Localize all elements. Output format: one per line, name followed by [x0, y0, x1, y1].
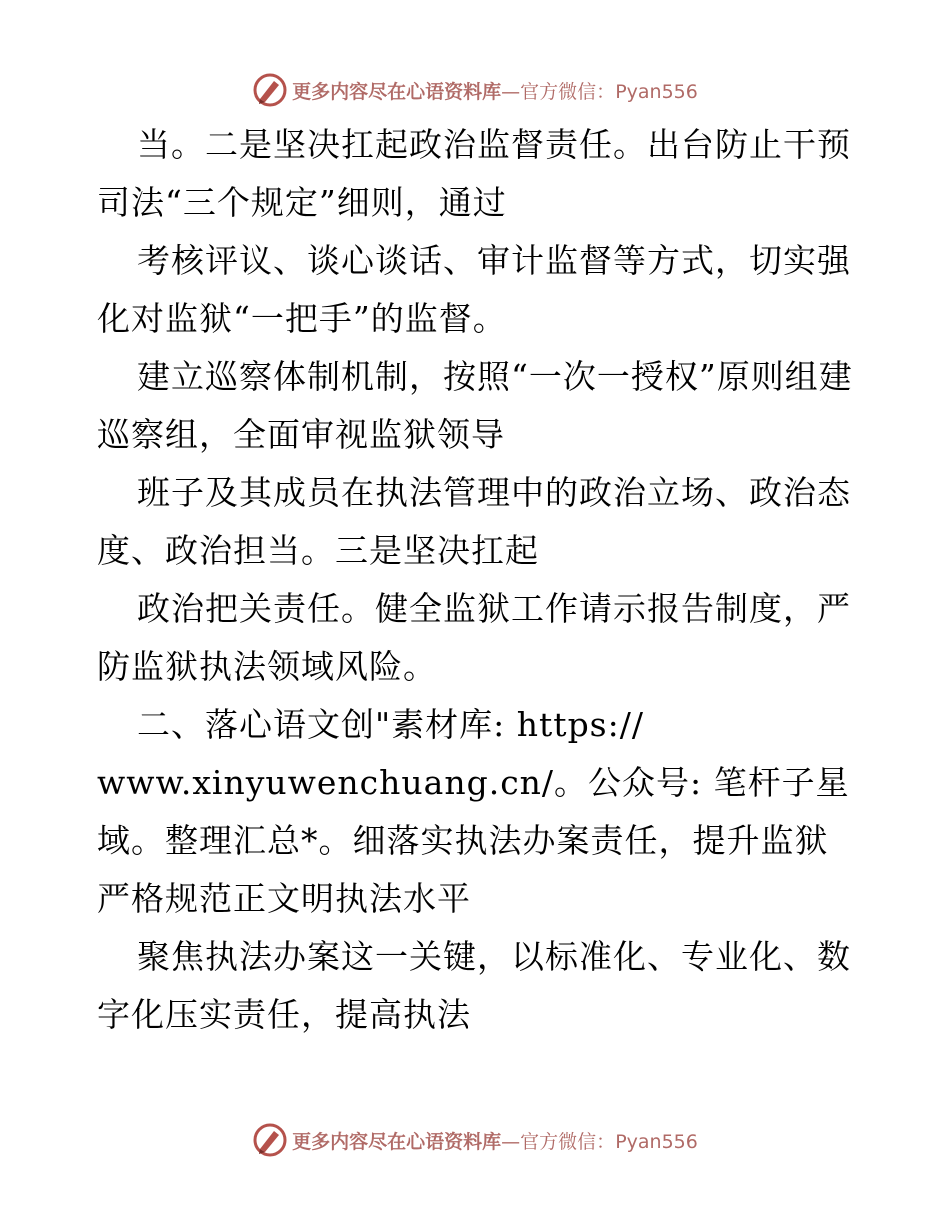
document-body	[97, 116, 857, 1044]
paragraph-8: 聚焦执法办案这一关键，以标准化、专业化、数字化压实责任，提高执法	[97, 937, 851, 1034]
paragraph-5: 政治把关责任。健全监狱工作请示报告制度，严防监狱执法领域风险。	[97, 589, 851, 686]
paragraph-7: www.xinyuwenchuang.cn/。公众号: 笔杆子星域。整理汇总*。细落实执法办案责任，提升监狱严格规范正文明执法水平	[97, 763, 850, 918]
paragraph-6: 二、落心语文创"素材库: https://	[137, 705, 644, 744]
paragraph-1: 当。二是坚决扛起政治监督责任。出台防止干预司法“三个规定”细则，通过	[97, 125, 851, 222]
paragraph-3: 建立巡察体制机制，按照“一次一授权”原则组建巡察组，全面审视监狱领导	[97, 357, 853, 454]
header-dash: —	[501, 80, 521, 103]
header-wechat-id: Pyan556	[615, 80, 698, 103]
pen-logo-icon	[252, 1122, 288, 1158]
pen-logo-icon	[252, 72, 288, 108]
footer-wechat-id: Pyan556	[615, 1130, 698, 1153]
header-watermark	[0, 70, 950, 110]
header-site-text: 更多内容尽在心语资料库	[292, 80, 502, 103]
footer-dash: —	[501, 1130, 521, 1153]
footer-wechat-label: 官方微信：	[520, 1130, 616, 1153]
header-wechat-label: 官方微信：	[520, 80, 616, 103]
footer-watermark	[0, 1120, 950, 1160]
paragraph-4: 班子及其成员在执法管理中的政治立场、政治态度、政治担当。三是坚决扛起	[97, 473, 851, 570]
footer-site-text: 更多内容尽在心语资料库	[292, 1130, 502, 1153]
paragraph-2: 考核评议、谈心谈话、审计监督等方式，切实强化对监狱“一把手”的监督。	[97, 241, 851, 338]
